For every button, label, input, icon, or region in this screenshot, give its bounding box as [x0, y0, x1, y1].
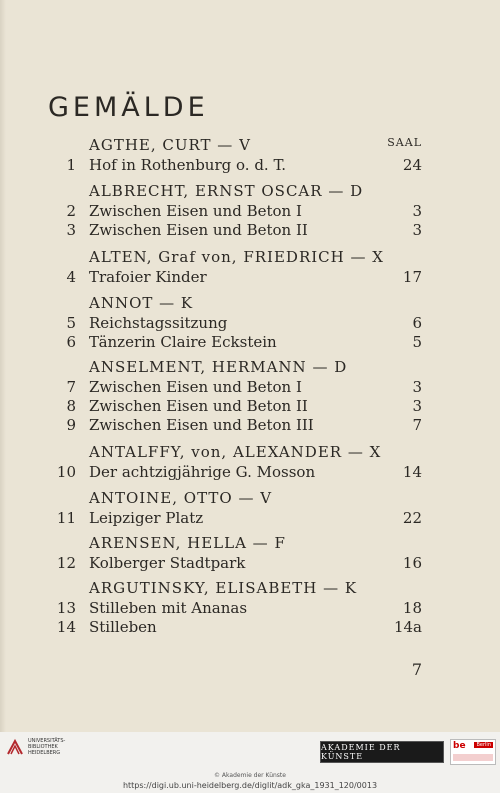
entry-number: 11 [56, 509, 76, 527]
catalog-entry [0, 378, 500, 398]
work-title: Reichstagssitzung [89, 314, 228, 332]
artist-heading: AGTHE, CURT — V [89, 136, 251, 154]
page-number: 7 [411, 660, 422, 679]
catalog-entry [0, 202, 500, 222]
work-title: Zwischen Eisen und Beton II [89, 397, 308, 415]
room-number: 24 [402, 156, 422, 174]
room-number: 14 [402, 463, 422, 481]
entry-number: 7 [66, 378, 76, 396]
room-number: 3 [412, 378, 422, 396]
catalog-entry [0, 509, 500, 529]
source-url-link[interactable]: https://digi.ub.uni-heidelberg.de/diglit/adk_gka_1931_120/0013 [122, 781, 378, 790]
work-title: Trafoier Kinder [89, 268, 207, 286]
catalog-entry [0, 554, 500, 574]
artist-heading: ANSELMENT, HERMANN — D [89, 358, 348, 376]
university-line: UNIVERSITÄTS- [28, 738, 66, 744]
work-title: Zwischen Eisen und Beton III [89, 416, 314, 434]
room-number: 3 [412, 202, 422, 220]
catalog-entry [0, 156, 500, 176]
entry-number: 14 [56, 618, 76, 636]
work-title: Leipziger Platz [89, 509, 204, 527]
room-number: 22 [402, 509, 422, 527]
entry-number: 3 [66, 221, 76, 239]
artist-heading: ANTOINE, OTTO — V [89, 489, 273, 507]
artist-heading: ANTALFFY, von, ALEXANDER — X [89, 443, 382, 461]
catalog-entry [0, 333, 500, 353]
entry-number: 2 [66, 202, 76, 220]
catalog-entry [0, 221, 500, 241]
page-heading: GEMÄLDE [48, 92, 209, 123]
work-title: Stilleben [89, 618, 157, 636]
work-title: Tänzerin Claire Eckstein [89, 333, 277, 351]
room-number: 17 [402, 268, 422, 286]
work-title: Der achtzigjährige G. Mosson [89, 463, 316, 481]
entry-number: 8 [66, 397, 76, 415]
catalog-entry [0, 268, 500, 288]
room-number: 5 [412, 333, 422, 351]
entry-number: 5 [66, 314, 76, 332]
room-number: 3 [412, 221, 422, 239]
university-line: BIBLIOTHEK [28, 744, 58, 750]
entry-number: 6 [66, 333, 76, 351]
work-title: Zwischen Eisen und Beton II [89, 221, 308, 239]
artist-heading: ANNOT — K [89, 294, 194, 312]
artist-heading: ARENSEN, HELLA — F [89, 534, 286, 552]
entry-number: 13 [56, 599, 76, 617]
catalog-entry [0, 397, 500, 417]
berlin-tag-icon: Berlin [476, 742, 491, 748]
academy-logo[interactable]: AKADEMIE DER KÜNSTE [320, 741, 444, 763]
catalog-entry [0, 599, 500, 619]
entry-number: 9 [66, 416, 76, 434]
catalog-entry [0, 314, 500, 334]
university-library-name [28, 738, 88, 756]
work-title: Stilleben mit Ananas [89, 599, 248, 617]
copyright-notice: © Akademie der Künste [214, 772, 286, 779]
berlin-logo[interactable] [450, 739, 496, 765]
room-number: 14a [393, 618, 422, 636]
entry-number: 4 [66, 268, 76, 286]
entry-number: 10 [56, 463, 76, 481]
work-title: Kolberger Stadtpark [89, 554, 246, 572]
catalog-entry [0, 416, 500, 436]
artist-heading: ALTEN, Graf von, FRIEDRICH — X [89, 248, 384, 266]
university-library-logo[interactable] [6, 738, 88, 756]
entry-number: 12 [56, 554, 76, 572]
artist-heading: ARGUTINSKY, ELISABETH — K [89, 579, 358, 597]
university-line: HEIDELBERG [28, 750, 61, 756]
room-number: 7 [412, 416, 422, 434]
room-number: 18 [402, 599, 422, 617]
library-emblem-icon [6, 738, 24, 756]
berlin-subtitle-strip [453, 754, 493, 761]
entry-number: 1 [66, 156, 76, 174]
room-number: 6 [412, 314, 422, 332]
room-number: 16 [402, 554, 422, 572]
work-title: Hof in Rothenburg o. d. T. [89, 156, 287, 174]
work-title: Zwischen Eisen und Beton I [89, 202, 302, 220]
work-title: Zwischen Eisen und Beton I [89, 378, 302, 396]
saal-column-header: SAAL [387, 136, 422, 149]
room-number: 3 [412, 397, 422, 415]
be-berlin-icon: be [453, 741, 466, 751]
catalog-entry [0, 618, 500, 638]
catalog-entry [0, 463, 500, 483]
artist-heading: ALBRECHT, ERNST OSCAR — D [89, 182, 364, 200]
